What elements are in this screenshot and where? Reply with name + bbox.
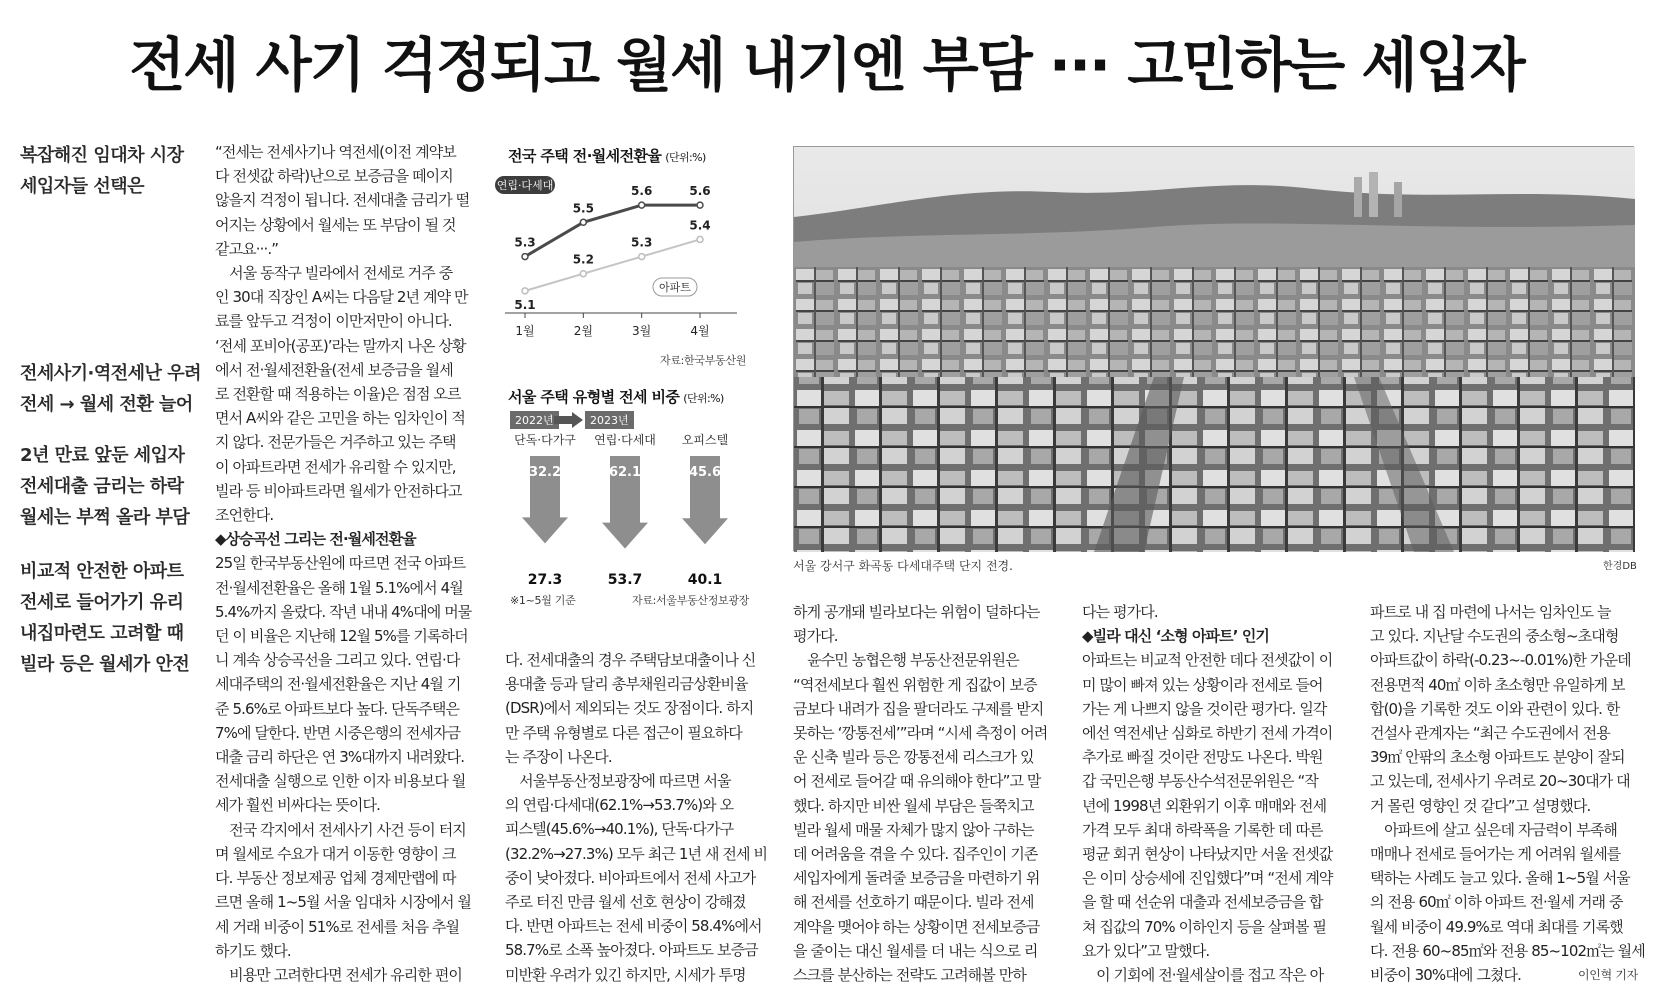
article-line: 며 월세로 수요가 대거 이동한 영향이 크 <box>215 844 456 863</box>
article-line: 아파트값이 하락(-0.23~-0.01%)한 가운데 <box>1370 651 1631 670</box>
article-line: 갑 국민은행 부동산수석전문위원은 “작 <box>1082 772 1318 791</box>
article-line: 합(0)을 기록한 것도 이와 관련이 있다. 한 <box>1370 699 1620 718</box>
summary-group-1 <box>20 140 205 202</box>
chart1-point <box>697 236 703 242</box>
article-line: 르면 올해 1~5월 서울 임대차 시장에서 월 <box>215 893 472 912</box>
article-line: 7%에 달한다. 반면 시중은행의 전세자금 <box>215 723 461 742</box>
chart1-point <box>639 202 645 208</box>
article-line: “전세는 전세사기나 역전세(이전 계약보 <box>215 143 456 161</box>
article-line: 에선 역전세난 심화로 하반기 전세 가격이 <box>1082 724 1333 743</box>
article-line: 하기도 했다. <box>215 941 291 960</box>
article-line: 빌라 월세 매물 자체가 많지 않아 구하는 <box>793 820 1034 839</box>
article-line: 던 이 비율은 지난해 12월 5%를 기록하더 <box>215 627 468 646</box>
article-line: 평가다. <box>793 627 838 646</box>
article-line: 다. 반면 아파트는 전세 비중이 58.4%에서 <box>505 917 762 936</box>
article-line: 금보다 내려가 집을 팔더라도 구제를 받지 <box>793 699 1044 718</box>
article-line: ◆빌라 대신 ‘소형 아파트’ 인기 <box>1082 627 1270 646</box>
article-line: 않을지 걱정이 됩니다. 전세대출 금리가 떨 <box>215 191 470 210</box>
chart1-title <box>508 145 706 166</box>
article-line: 을 줄이는 대신 월세를 더 내는 식으로 리 <box>793 941 1038 960</box>
article-line: 전세대출 실행으로 인한 이자 비용보다 월 <box>215 772 466 791</box>
chart1-data-label: 5.1 <box>514 297 536 312</box>
article-line: 25일 한국부동산원에 따르면 전국 아파트 <box>215 554 466 573</box>
summary-line: 전세대출 금리는 하락 <box>20 476 184 497</box>
article-line: 다 전셋값 하락)난으로 보증금을 떼이지 <box>215 167 453 186</box>
article-line: 5.4%까지 올랐다. 작년 내내 4%대에 머물 <box>215 602 472 621</box>
article-line: (DSR)에서 제외되는 것도 장점이다. 하지 <box>505 699 754 718</box>
summary-line: 전세 → 월세 전환 늘어 <box>20 394 193 415</box>
chart2-category-label: 연립·다세대 <box>594 433 656 447</box>
article-line: 요가 있다”고 말했다. <box>1082 941 1210 960</box>
chart1-legend-series-1 <box>495 176 555 194</box>
article-line: 준 5.6%로 아파트보다 높다. 단독주택은 <box>215 699 460 718</box>
chart2-to-value: 40.1 <box>687 572 723 588</box>
article-line: 에서 전·월세전환율(전세 보증금을 월세 <box>215 360 453 379</box>
chart1-data-label: 5.6 <box>631 184 653 199</box>
chart1-legend-label: 아파트 <box>659 281 691 294</box>
chart1-x-tick-label: 4월 <box>690 324 710 338</box>
article-line: 거 몰린 영향인 것 같다”고 설명했다. <box>1370 796 1591 815</box>
chart1-point <box>522 254 528 260</box>
article-line: 서울부동산정보광장에 따르면 서울 <box>505 772 731 791</box>
article-line: 아파트에 살고 싶은데 자금력이 부족해 <box>1370 820 1618 839</box>
chart1-legend-series-2 <box>653 278 697 296</box>
article-line: 어지는 상황에서 월세는 또 부담이 될 것 <box>215 215 456 234</box>
article-line: 쳐 집값의 70% 이하인지 등을 살펴볼 필 <box>1082 917 1327 936</box>
article-line: 지 않다. 전문가들은 거주하고 있는 주택 <box>215 433 456 452</box>
summary-line: 2년 만료 앞둔 세입자 <box>20 445 185 466</box>
article-line: 전·월세전환율은 올해 1월 5.1%에서 4월 <box>215 578 463 597</box>
article-line: 인 30대 직장인 A씨는 다음달 2년 계약 만 <box>215 288 468 307</box>
chart1-line-chart <box>496 168 755 348</box>
headline: 전세 사기 걱정되고 월세 내기엔 부담 ··· 고민하는 세입자 <box>129 31 1524 99</box>
chart1-data-label: 5.6 <box>689 184 711 199</box>
article-line: 했다. 하지만 비싼 월세 부담은 들쭉치고 <box>793 796 1034 815</box>
article-line: 비용만 고려한다면 전세가 유리한 편이 <box>215 965 463 984</box>
article-line: 전국 각지에서 전세사기 사건 등이 터지 <box>215 820 466 839</box>
article-line: 세입자에게 돌려줄 보증금을 마련하기 위 <box>793 869 1040 888</box>
chart1-x-tick-label: 1월 <box>515 324 535 338</box>
summary-line: 비교적 안전한 아파트 <box>20 561 184 582</box>
summary-line: 세입자들 선택은 <box>20 176 144 197</box>
article-line: 윤수민 농협은행 부동산전문위원은 <box>793 651 1019 670</box>
article-line: 평균 회귀 현상이 나타났지만 서울 전셋값 <box>1082 845 1333 864</box>
chart2-title-text: 서울 주택 유형별 전세 비중 <box>508 388 680 406</box>
article-line: 월세 비중이 49.9%로 역대 최대를 기록했 <box>1370 917 1623 936</box>
chart2-year-arrow-icon <box>554 411 584 429</box>
chart2-arrow-bar-chart <box>505 432 755 592</box>
byline: 이인혁 기자 <box>1578 968 1638 982</box>
article-line: 아파트는 비교적 안전한 데다 전셋값이 이 <box>1082 651 1333 670</box>
chart1-title-text: 전국 주택 전·월세전환율 <box>508 147 662 165</box>
article-line: 조언한다. <box>215 506 274 525</box>
article-line: 의 전용 60㎡ 이하 아파트 전·월세 거래 중 <box>1370 893 1623 912</box>
chart2-category-label: 오피스텔 <box>681 433 729 447</box>
chart2-to-value: 27.3 <box>527 572 563 588</box>
chart1-point <box>697 202 703 208</box>
summary-group-2 <box>20 358 205 420</box>
article-line: 못하는 ‘깡통전세’”라며 “시세 측정이 어려 <box>793 724 1048 743</box>
article-line: 매매나 전세로 들어가는 게 어려워 월세를 <box>1370 845 1621 864</box>
chart1-data-label: 5.3 <box>514 235 536 250</box>
article-line: 가는 게 나쁘지 않을 것이란 평가다. 일각 <box>1082 699 1327 718</box>
article-column-3 <box>793 600 1061 987</box>
chart2-from-value: 32.2 <box>528 465 562 480</box>
summary-line: 빌라 등은 월세가 안전 <box>20 654 190 675</box>
chart2-note: ※1~5월 기준 <box>510 594 576 607</box>
article-line: 비중이 30%대에 그쳤다. <box>1370 966 1521 985</box>
chart2-to-value: 53.7 <box>607 572 643 588</box>
article-line: 어 전세로 들어갈 때 유의해야 한다”고 말 <box>793 772 1041 791</box>
photo-credit: 한경DB <box>1603 561 1637 572</box>
chart1-x-tick-label: 3월 <box>632 324 652 338</box>
chart2-unit: (단위:%) <box>683 392 724 405</box>
chart2-source: 자료:서울부동산정보광장 <box>632 594 749 607</box>
article-line: 39㎡ 안팎의 초소형 아파트도 분양이 잘되 <box>1370 748 1625 767</box>
chart1-source: 자료:한국부동산원 <box>660 354 747 367</box>
article-line: “역전세보다 훨씬 위험한 게 집값이 보증 <box>793 675 1037 694</box>
article-line: 빌라 등 비아파트라면 월세가 안전하다고 <box>215 481 462 500</box>
chart1-series-line <box>525 205 700 256</box>
article-line: 서울 동작구 빌라에서 전세로 거주 중 <box>215 264 453 283</box>
chart1-data-label: 5.3 <box>631 235 653 250</box>
article-line: 가격 모두 최대 하락폭을 기록한 데 따른 <box>1082 820 1323 839</box>
chart1-point <box>639 254 645 260</box>
summary-group-3 <box>20 440 205 533</box>
article-line: 추가로 빠질 것이란 전망도 나온다. 박원 <box>1082 748 1323 767</box>
article-line: 용대출 등과 달리 총부채원리금상환비율 <box>505 675 748 694</box>
neighborhood-photo <box>793 146 1634 551</box>
article-line: 면서 A씨와 같은 고민을 하는 임차인이 적 <box>215 409 466 428</box>
article-line: 다. 전세대출의 경우 주택담보대출이나 신 <box>505 651 756 669</box>
chart1-data-label: 5.2 <box>572 252 594 267</box>
article-line: 료를 앞두고 걱정이 이만저만이 아니다. <box>215 312 452 331</box>
article-line: (32.2%→27.3%) 모두 최근 1년 새 전세 비 <box>505 844 768 863</box>
article-line: 피스텔(45.6%→40.1%), 단독·다가구 <box>505 820 734 839</box>
article-line: 중이 낮아졌다. 비아파트에서 전세 사고가 <box>505 868 756 887</box>
article-line: 건설사 관계자는 “최근 수도권에서 전용 <box>1370 724 1610 743</box>
article-line: 은 이미 상승세에 진입했다”며 “전세 계약 <box>1082 869 1333 888</box>
article-line: 로 전환할 때 적용하는 이율)은 점점 오르 <box>215 385 461 404</box>
article-line: 파트로 내 집 마련에 나서는 임차인도 늘 <box>1370 603 1611 621</box>
article-line: 만 주택 유형별로 다른 접근이 필요하다 <box>505 723 742 742</box>
article-line: 을 할 때 선순위 대출과 전세보증금을 합 <box>1082 893 1323 912</box>
article-line: 고 있는데, 전세사기 우려로 20~30대가 대 <box>1370 772 1630 791</box>
chart1-data-label: 5.4 <box>689 218 711 233</box>
article-line: 운 신축 빌라 등은 깡통전세 리스크가 있 <box>793 748 1034 767</box>
article-line: 같고요···.” <box>215 239 279 258</box>
article-line: 이 아파트라면 전세가 유리할 수 있지만, <box>215 457 456 476</box>
article-line: ‘전세 포비아(공포)’라는 말까지 나온 상황 <box>215 336 466 355</box>
summary-line: 전세사기·역전세난 우려 <box>20 363 201 384</box>
article-line: 데 어려움을 겪을 수 있다. 집주인이 기존 <box>793 845 1038 864</box>
article-line: 세대주택의 전·월세전환율은 지난 4월 기 <box>215 675 461 694</box>
chart1-point <box>580 271 586 277</box>
article-line: 는 주장이 나온다. <box>505 747 612 766</box>
chart1-x-tick-label: 2월 <box>573 324 593 338</box>
article-line: 다. 전용 60~85㎡와 전용 85~102㎡는 월세 <box>1370 941 1645 960</box>
summary-line: 전세로 들어가기 유리 <box>20 592 184 613</box>
article-line: 미반환 우려가 있긴 하지만, 시세가 투명 <box>505 965 746 984</box>
article-line: 미 많이 빠져 있는 상황이라 전세로 들어 <box>1082 675 1323 694</box>
article-line: 의 연립·다세대(62.1%→53.7%)와 오 <box>505 796 734 815</box>
photo-caption: 서울 강서구 화곡동 다세대주택 단지 전경. <box>793 559 1013 573</box>
article-line: 해 전세를 선호하기 때문이다. 빌라 전세 <box>793 893 1034 912</box>
article-line: 택하는 사례도 늘고 있다. 올해 1~5월 서울 <box>1370 869 1630 888</box>
article-line: 주로 터진 만큼 월세 선호 현상이 강해졌 <box>505 893 746 912</box>
article-line: 다. 부동산 정보제공 업체 경제만랩에 따 <box>215 869 456 888</box>
chart2-from-value: 45.6 <box>688 465 722 480</box>
article-line: 계약을 맺어야 하는 상황이면 전세보증금 <box>793 917 1040 936</box>
article-line: 다는 평가다. <box>1082 603 1158 621</box>
article-line: 년에 1998년 외환위기 이후 매매와 전세 <box>1082 796 1327 815</box>
summary-line: 복잡해진 임대차 시장 <box>20 145 184 166</box>
chart1-data-label: 5.5 <box>572 201 594 216</box>
chart1-unit: (단위:%) <box>665 151 706 164</box>
article-column-2 <box>505 648 773 987</box>
article-column-1 <box>215 140 483 987</box>
article-line: 스크를 분산하는 전략도 고려해볼 만하 <box>793 966 1026 985</box>
article-line: 세가 훨씬 비싸다는 뜻이다. <box>215 796 380 815</box>
article-line: 니 계속 상승곡선을 그리고 있다. 연립·다 <box>215 651 460 670</box>
summary-line: 월세는 부쩍 올라 부담 <box>20 507 190 528</box>
summary-line: 내집마련도 고려할 때 <box>20 623 184 644</box>
article-line: 58.7%로 소폭 높아졌다. 아파트도 보증금 <box>505 941 758 960</box>
chart1-legend-label: 연립·다세대 <box>496 179 554 192</box>
article-line: ◆상승곡선 그리는 전·월세전환율 <box>215 530 416 549</box>
summary-group-4 <box>20 556 205 680</box>
article-line: 대출 금리 하단은 연 3%대까지 내려왔다. <box>215 748 465 767</box>
chart2-title <box>508 386 724 407</box>
article-line: 고 있다. 지난달 수도권의 중소형~초대형 <box>1370 627 1619 646</box>
article-line: 세 거래 비중이 51%로 전세를 처음 추월 <box>215 917 460 936</box>
chart2-year-from: 2022년 <box>510 411 559 429</box>
chart2-category-label: 단독·다가구 <box>514 433 576 447</box>
article-line: 전용면적 40㎡ 이하 초소형만 유일하게 보 <box>1370 675 1625 694</box>
article-line: 하게 공개돼 빌라보다는 위험이 덜하다는 <box>793 603 1040 621</box>
article-column-4 <box>1082 600 1350 987</box>
chart1-point <box>522 288 528 294</box>
article-column-5 <box>1370 600 1645 987</box>
chart1-point <box>580 219 586 225</box>
article-line: 이 기회에 전·월세살이를 접고 작은 아 <box>1082 966 1324 985</box>
chart2-from-value: 62.1 <box>608 465 642 480</box>
city-aerial-illustration <box>794 147 1635 552</box>
chart2-year-to: 2023년 <box>585 411 634 429</box>
